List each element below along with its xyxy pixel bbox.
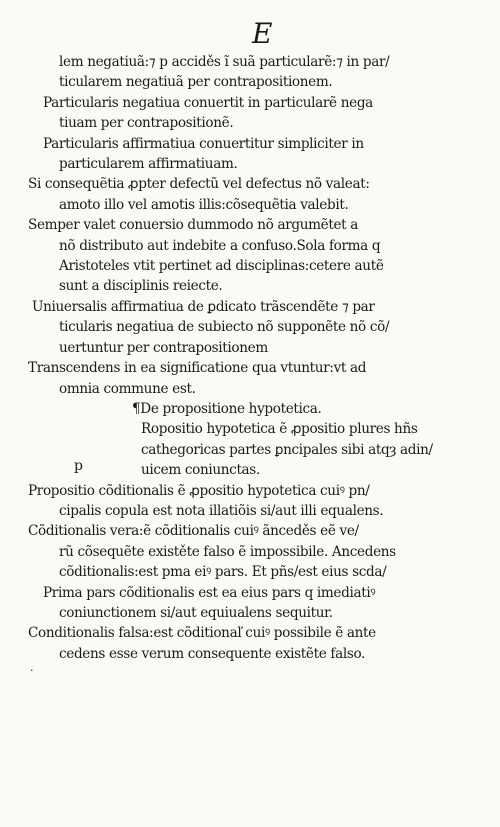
- text-line: Uniuersalis affirmatiua de ꝑdicato trãscendẽte ⁊ par: [32, 298, 375, 315]
- text-line: amoto illo vel amotis illis:cõsequẽtia valebit.: [59, 196, 349, 213]
- signature-mark: E: [252, 17, 273, 50]
- text-line: particularem affirmatiuam.: [59, 156, 238, 173]
- text-line: Aristoteles vtit pertinet ad disciplinas:cetere autẽ: [59, 258, 384, 275]
- text-line: Particularis affirmatiua conuertitur simpliciter in: [43, 135, 364, 152]
- text-line: cipalis copula est nota illatiõis si/aut illi equalens.: [59, 502, 384, 519]
- text-line: nõ distributo aut indebite a confuso.Sola forma q: [59, 237, 381, 254]
- text-line: tiuam per contrapositionẽ.: [59, 115, 234, 132]
- text-line: Propositio cõditionalis ẽ ꝓpositio hypotetica cuiꝰ pn/: [28, 482, 370, 499]
- text-block: [28, 52, 490, 664]
- text-line: rũ cõsequẽte existěte falso ẽ impossibile. Ancedens: [59, 543, 396, 560]
- text-line: Particularis negatiua conuertit in particularẽ nega: [43, 94, 373, 111]
- text-line: Si consequẽtia ꝓpter defectũ vel defectus nõ valeat:: [28, 176, 370, 193]
- text-line: Prima pars cõditionalis est ea eius pars q imediatiꝰ: [43, 584, 376, 601]
- text-line: sunt a disciplinis reiecte.: [59, 278, 223, 295]
- margin-mark: ·: [30, 664, 34, 677]
- text-line: ¶De propositione hypotetica.: [132, 400, 322, 417]
- text-line: omnia commune est.: [59, 380, 196, 397]
- text-line: uicem coniunctas.: [141, 462, 260, 479]
- text-line: Transcendens in ea significatione qua vtuntur:vt ad: [28, 360, 367, 377]
- text-line: uertuntur per contrapositionem: [59, 339, 268, 356]
- text-line: coniunctionem si/aut equiualens sequitur.: [59, 604, 333, 621]
- text-line: Cõditionalis vera:ẽ cõditionalis cuiꝰ ãnceděs eẽ ve/: [28, 523, 359, 540]
- text-line: Conditionalis falsa:est cõditionaľ cuiꝰ possibile ẽ ante: [28, 625, 376, 642]
- text-line: cedens esse verum consequente existẽte falso.: [59, 645, 366, 662]
- text-line: lem negatiuã:⁊ p acciděs ĩ suã particularẽ:⁊ in par/: [59, 54, 390, 70]
- margin-note: p: [74, 458, 83, 474]
- text-line: Semper valet conuersio dummodo nõ argumẽtet a: [28, 217, 358, 234]
- text-line: ticularem negatiuã per contrapositionem.: [59, 74, 333, 91]
- text-line: ticularis negatiua de subiecto nõ supponẽte nõ cõ/: [59, 319, 390, 336]
- text-line: Ropositio hypotetica ẽ ꝓpositio plures hñs: [141, 421, 418, 438]
- text-line: cõditionalis:est pma eiꝰ pars. Et pñs/est eius scda/: [59, 564, 387, 581]
- text-line: cathegoricas partes ꝑncipales sibi atqȝ adin/: [141, 441, 433, 458]
